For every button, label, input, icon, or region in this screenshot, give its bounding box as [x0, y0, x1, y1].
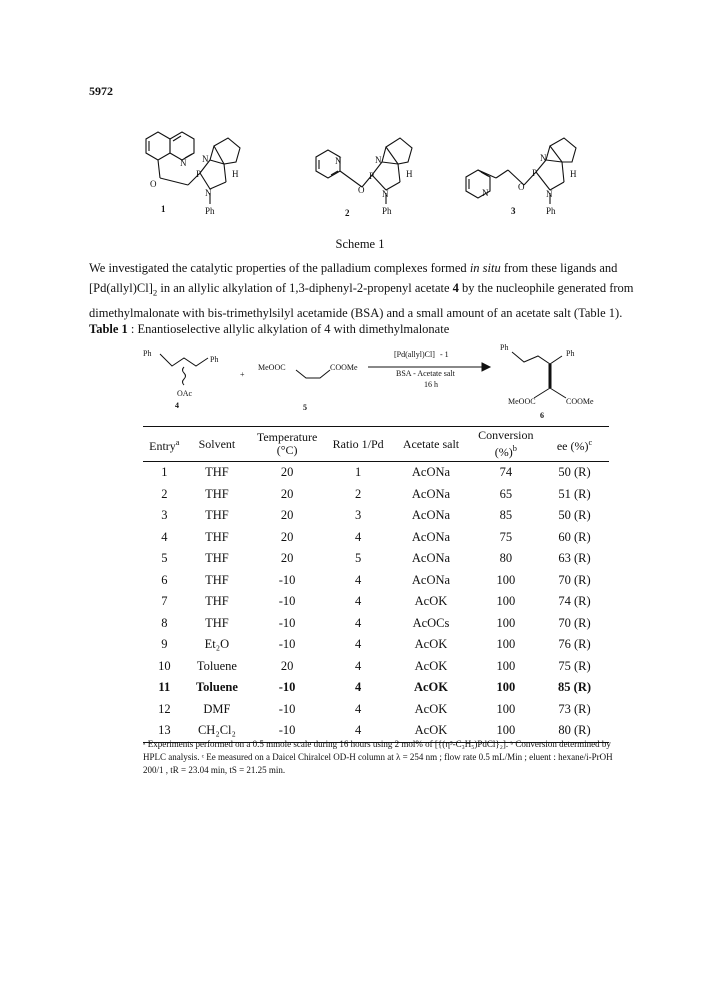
cell-solvent: THF	[205, 486, 229, 501]
compound-label-2: 2	[345, 208, 350, 218]
cell-solvent: THF	[205, 508, 229, 523]
product-meooc: MeOOC	[508, 397, 536, 406]
cell-solvent: THF	[205, 572, 229, 587]
reaction-scheme	[0, 0, 720, 430]
cell-ratio: 4	[355, 680, 362, 695]
cell-conv: 80	[499, 551, 513, 566]
cell-ratio: 4	[355, 594, 362, 609]
cell-solvent: Toluene	[196, 658, 237, 673]
cell-conv: 100	[496, 637, 516, 652]
table-row	[143, 656, 609, 678]
atom-N: N	[482, 188, 489, 198]
page-number: 5972	[89, 84, 113, 98]
cell-entry: 7	[161, 594, 168, 609]
atom-N: N	[180, 158, 187, 168]
header-conversion: Conversion (%)$^b$	[478, 428, 534, 459]
cell-conv: 100	[496, 701, 516, 716]
table-row	[143, 548, 609, 570]
product-ph-right: Ph	[566, 349, 575, 358]
cell-entry: 10	[158, 658, 171, 673]
product-coome: COOMe	[566, 397, 594, 406]
cell-ratio: 4	[355, 615, 362, 630]
reagent-catalyst: [Pd(allyl)Cl]	[394, 350, 435, 359]
header-ratio: Ratio 1/Pd	[332, 436, 384, 451]
table-row	[143, 634, 609, 656]
cell-salt: AcONa	[411, 465, 451, 480]
cell-temp: -10	[278, 572, 296, 587]
cell-ratio: 2	[355, 486, 362, 501]
product-ph-left: Ph	[500, 343, 509, 352]
cell-conv: 100	[496, 572, 516, 587]
cell-entry: 5	[161, 551, 168, 566]
atom-P: P	[532, 168, 538, 178]
atom-O: O	[358, 185, 365, 195]
table-row	[143, 613, 609, 635]
cell-solvent: DMF	[203, 701, 231, 716]
cell-conv: 100	[496, 680, 516, 695]
compound-label-3: 3	[511, 206, 516, 216]
cell-salt: AcOCs	[412, 615, 450, 630]
cell-salt: AcONa	[411, 551, 451, 566]
cell-entry: 9	[161, 637, 168, 652]
cell-ee: 80 (R)	[558, 723, 591, 738]
cell-ee: 63 (R)	[558, 551, 591, 566]
header-solvent: Solvent	[198, 436, 236, 451]
cell-conv: 100	[496, 658, 516, 673]
cell-temp: -10	[278, 723, 296, 738]
cell-temp: 20	[280, 486, 294, 501]
compound-label-6: 6	[540, 411, 544, 420]
cell-entry: 13	[158, 723, 171, 738]
cell-conv: 74	[499, 465, 513, 480]
compound-label-5: 5	[303, 403, 307, 412]
cell-conv: 65	[499, 486, 513, 501]
cell-ratio: 4	[355, 572, 362, 587]
cell-temp: 20	[280, 658, 294, 673]
cell-ratio: 3	[355, 508, 362, 523]
table-row	[143, 505, 609, 527]
cell-salt: AcOK	[414, 658, 448, 673]
cell-ee: 50 (R)	[558, 508, 591, 523]
table-row	[143, 591, 609, 613]
cell-salt: AcOK	[413, 680, 448, 695]
cell-ee: 51 (R)	[558, 486, 591, 501]
atom-N: N	[202, 154, 209, 164]
atom-N: N	[540, 153, 547, 163]
table-row	[143, 527, 609, 549]
atom-N: N	[382, 189, 389, 199]
atom-O: O	[150, 179, 157, 189]
cell-temp: -10	[278, 594, 296, 609]
para-italic: in situ	[469, 261, 501, 275]
cell-salt: AcONa	[411, 508, 451, 523]
cell-salt: AcONa	[411, 572, 451, 587]
cell-ratio: 4	[355, 529, 362, 544]
cell-ratio: 4	[355, 658, 362, 673]
plus-sign: +	[240, 370, 245, 379]
table-body	[143, 462, 609, 743]
cell-temp: 20	[280, 508, 294, 523]
cell-solvent: THF	[205, 465, 229, 480]
header-temperature: Temperature (°C)	[256, 430, 318, 457]
header-entry: Entry$^a$	[149, 437, 180, 453]
para-bold-ref: 4	[452, 281, 459, 295]
substrate-oac: OAc	[177, 389, 193, 398]
cell-ratio: 4	[355, 637, 362, 652]
table-caption-text: : Enantioselective allylic alkylation of 4 with dimethylmalonate	[127, 322, 450, 336]
cell-ee: 75 (R)	[558, 658, 591, 673]
atom-N: N	[335, 156, 342, 166]
para-subscript: 2	[152, 287, 158, 298]
cell-solvent: THF	[205, 551, 229, 566]
cell-solvent: THF	[205, 529, 229, 544]
scheme-title: Scheme 1	[335, 237, 385, 251]
cell-entry: 11	[158, 680, 171, 695]
substrate-ph-right: Ph	[210, 355, 219, 364]
cell-ratio: 1	[355, 465, 362, 480]
cell-entry: 4	[161, 529, 168, 544]
cell-ee: 50 (R)	[558, 465, 591, 480]
cell-temp: -10	[278, 615, 296, 630]
header-acetate-salt: Acetate salt	[402, 436, 460, 451]
cell-entry: 1	[161, 465, 168, 480]
para-text: from these ligands and [Pd(allyl)Cl]	[89, 261, 618, 295]
cell-ratio: 4	[355, 723, 362, 738]
atom-N: N	[546, 189, 553, 199]
para-text: in an allylic alkylation of 1,3-diphenyl-2-propenyl acetate	[157, 281, 453, 295]
cell-solvent: THF	[205, 594, 229, 609]
cell-temp: 20	[280, 551, 294, 566]
cell-temp: -10	[278, 701, 296, 716]
cell-ee: 76 (R)	[558, 637, 591, 652]
cell-ee: 60 (R)	[558, 529, 591, 544]
cell-salt: AcONa	[411, 529, 451, 544]
table-row	[143, 484, 609, 506]
atom-N: N	[375, 155, 382, 165]
para-text: We investigated the catalytic properties of the palladium complexes formed	[89, 261, 470, 275]
nucleophile-meooc: MeOOC	[258, 363, 286, 372]
atom-Ph: Ph	[546, 206, 556, 216]
para-text: by the nucleophile generated from dimethylmalonate with bis-trimethylsilyl acetamide (BSA) and a small amount of an acetate salt (Table 1).	[89, 281, 634, 320]
cell-ee: 74 (R)	[558, 594, 591, 609]
cell-entry: 12	[158, 701, 171, 716]
cell-solvent: CH₂Cl₂	[197, 723, 236, 738]
table-header-row	[143, 427, 609, 462]
cell-ee: 73 (R)	[558, 701, 591, 716]
cell-solvent: THF	[205, 615, 229, 630]
compound-label-1: 1	[161, 204, 166, 214]
table-row	[143, 462, 609, 484]
cell-ratio: 4	[355, 701, 362, 716]
cell-entry: 3	[161, 508, 168, 523]
cell-ee: 70 (R)	[558, 572, 591, 587]
cell-temp: -10	[278, 637, 296, 652]
table-footnote: ᵃ Experiments performed on a 0.5 mmole scale during 16 hours using 2 mol% of [{(η³-C₃H₅)PdCl}₂]. ᵇ Conversion determined by HPLC analysis. ᶜ Ee measured on a Daicel Chiralcel OD-H column at λ = 254 nm ; flow rate 0.5 mL/Min ; eluent : hexane/i-PrOH 200/1 , tR = 23.04 min, tS = 21.25 min.	[143, 739, 613, 775]
table-caption-label: Table 1	[89, 322, 128, 336]
cell-salt: AcOK	[414, 723, 448, 738]
cell-conv: 100	[496, 723, 516, 738]
table-row	[143, 699, 609, 721]
cell-entry: 2	[161, 486, 168, 501]
cell-salt: AcOK	[414, 594, 448, 609]
cell-conv: 75	[499, 529, 513, 544]
cell-ee: 70 (R)	[558, 615, 591, 630]
results-table	[143, 426, 609, 743]
header-ee: ee (%)$^c$	[556, 437, 593, 453]
atom-H: H	[406, 169, 413, 179]
atom-H: H	[232, 169, 239, 179]
cell-entry: 8	[161, 615, 168, 630]
cell-conv: 85	[499, 508, 513, 523]
cell-salt: AcOK	[414, 701, 448, 716]
cell-solvent: Et₂O	[204, 637, 230, 652]
nucleophile-coome: COOMe	[330, 363, 358, 372]
atom-Ph: Ph	[205, 206, 215, 216]
cell-temp: 20	[280, 465, 294, 480]
cell-temp: 20	[280, 529, 294, 544]
reaction-time: 16 h	[424, 380, 438, 389]
atom-Ph: Ph	[382, 206, 392, 216]
atom-N: N	[205, 188, 212, 198]
reagent-additive: BSA - Acetate salt	[396, 369, 455, 378]
table-row	[143, 677, 609, 699]
reagent-ligand: - 1	[440, 350, 449, 359]
atom-H: H	[570, 169, 577, 179]
cell-salt: AcOK	[414, 637, 448, 652]
table-row	[143, 570, 609, 592]
atom-O: O	[518, 182, 525, 192]
cell-salt: AcONa	[411, 486, 451, 501]
compound-label-4: 4	[175, 401, 179, 410]
cell-ratio: 5	[355, 551, 362, 566]
cell-conv: 100	[496, 594, 516, 609]
atom-P: P	[369, 171, 375, 181]
cell-solvent: Toluene	[195, 680, 238, 695]
substrate-ph-left: Ph	[143, 349, 152, 358]
cell-ee: 85 (R)	[558, 680, 592, 695]
atom-P: P	[196, 169, 202, 179]
cell-entry: 6	[161, 572, 168, 587]
cell-temp: -10	[278, 680, 296, 695]
cell-conv: 100	[496, 615, 516, 630]
